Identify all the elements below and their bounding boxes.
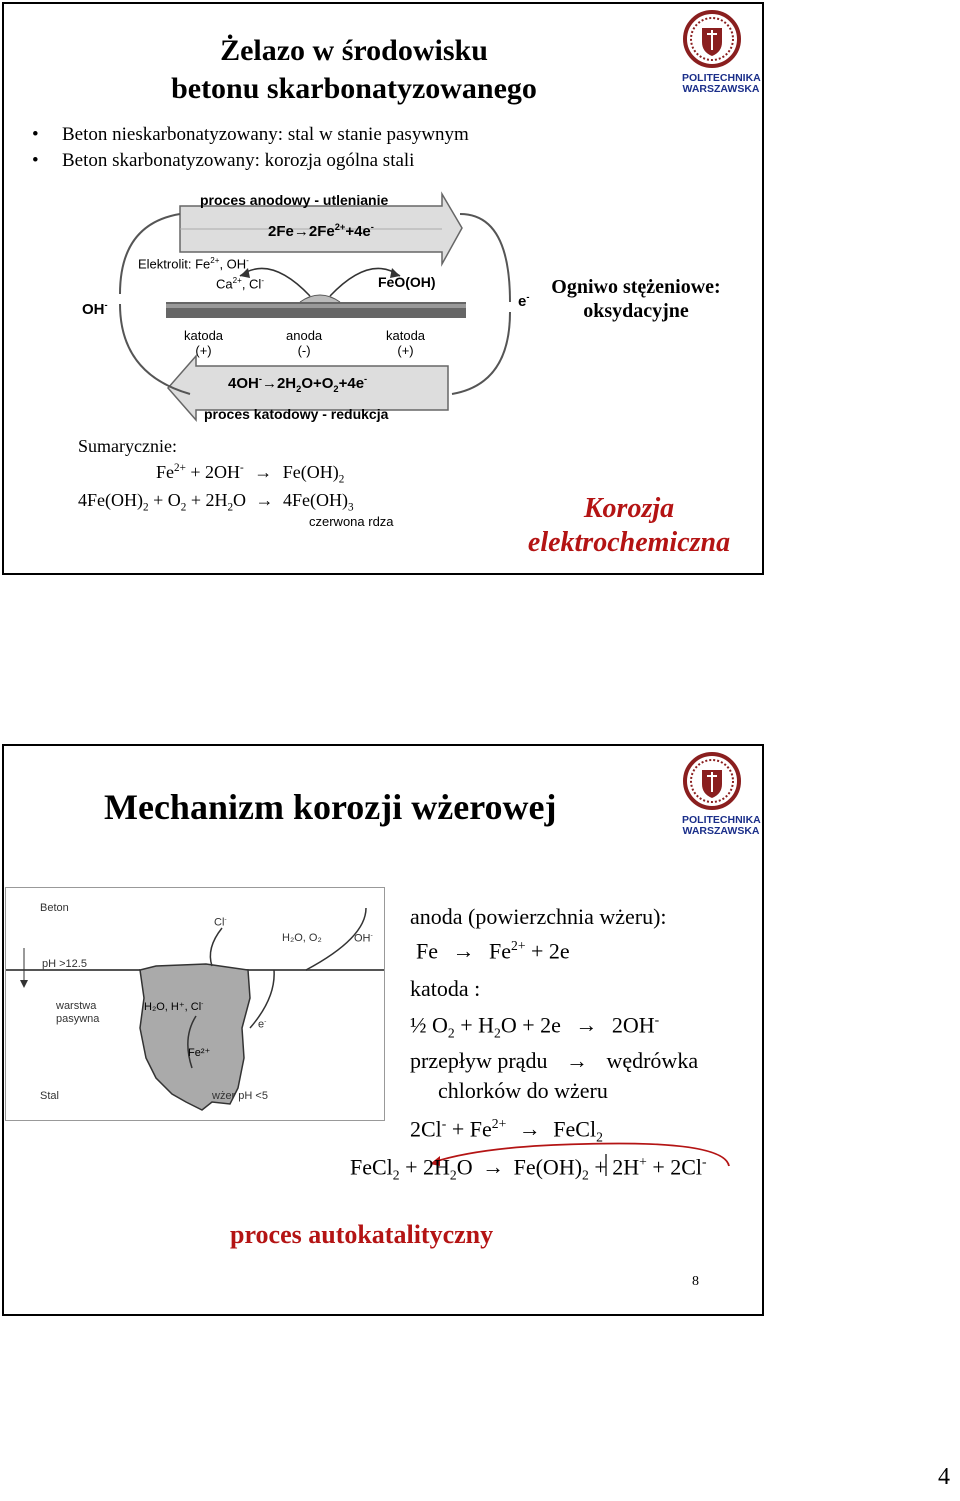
cathode-left-label: katoda (+) xyxy=(184,328,224,358)
passive-layer-label: warstwa pasywna xyxy=(56,1000,100,1025)
anodic-process-label: proces anodowy - utlenianie xyxy=(200,192,389,208)
bullet-list xyxy=(32,122,469,174)
logo-text-line1: POLITECHNIKA xyxy=(682,814,761,826)
corrosion-cell-diagram xyxy=(80,184,530,424)
electrochemical-corrosion-label: Korozja elektrochemiczna xyxy=(527,493,731,558)
cathode-right-label: katoda (+) xyxy=(386,328,426,358)
pit-ions-label: H₂O, H⁺, Cl- xyxy=(144,1000,204,1013)
summary-label: Sumarycznie: xyxy=(78,436,177,456)
electrolyte-label: Elektrolit: $Fe^{2+}$, OH- xyxy=(138,256,249,272)
anode-label: anoda (powierzchnia wżeru): xyxy=(410,904,667,929)
slide-title: Mechanizm korozji wżerowej xyxy=(104,787,557,827)
steel-label: Stal xyxy=(40,1090,59,1102)
slide-page-number: 8 xyxy=(692,1274,699,1289)
concrete-label: Beton xyxy=(40,902,69,914)
pitting-diagram xyxy=(5,887,385,1121)
reaction-arrow-icon: → xyxy=(575,1012,598,1038)
university-logo xyxy=(682,752,760,837)
logo-text-line2: WARSZAWSKA xyxy=(682,825,760,837)
cell-type-label: Ogniwo stężeniowe: oksydacyjne xyxy=(551,276,721,322)
iron-ion-label: Fe²⁺ xyxy=(188,1047,211,1059)
pit-ph-label: wżer pH <5 xyxy=(212,1090,268,1102)
logo-text-line2: WARSZAWSKA xyxy=(682,83,760,95)
electrolyte-ions-label: $Ca^{2+}$, Cl- xyxy=(216,276,264,292)
cathode-equation: ½ $O_2 + H_2O + 2e \to 2OH^-$ xyxy=(410,1012,660,1041)
reaction-arrow-icon: → xyxy=(255,490,274,510)
reaction-arrow-icon: → xyxy=(452,938,475,964)
chloride-equation: $2Cl^- + Fe^{2+}$ → FeCl$_2$ xyxy=(410,1116,603,1145)
reaction-arrow-icon: → xyxy=(254,462,273,482)
hydroxide-label: OH- xyxy=(354,932,373,945)
cathodic-equation: $4OH^-\to 2H_2O+O_2+4e^-$ xyxy=(228,374,368,394)
anode-label: anoda (-) xyxy=(286,328,323,358)
equation-1: $Fe^{2+} + 2OH^- \to Fe(OH)_2$ xyxy=(156,462,345,486)
slide-1 xyxy=(2,2,764,575)
current-flow-line: przepływ prądu → wędrówka xyxy=(410,1048,699,1073)
bullet-item: • Beton nieskarbonatyzowany: stal w stanie pasywnym xyxy=(32,124,469,145)
university-logo xyxy=(682,10,760,95)
ph-high-label: pH >12.5 xyxy=(42,958,87,970)
anode-equation: $Fe \to Fe^{2+} + 2e$ xyxy=(416,938,570,964)
equation-2: $4Fe(OH)_2 + O_2 + 2H_2O \to 4Fe(OH)_3$ xyxy=(78,490,354,514)
autocatalytic-process-label: proces autokatalityczny xyxy=(230,1220,494,1249)
reaction-arrow-icon: → xyxy=(565,1048,588,1073)
electron-label: e- xyxy=(518,292,530,310)
water-oxygen-label: H₂O, O₂ xyxy=(282,932,322,944)
bullet-item: • Beton skarbonatyzowany: korozja ogólna stali xyxy=(32,150,415,171)
logo-text-line1: POLITECHNIKA xyxy=(682,72,761,84)
electron-label: e- xyxy=(258,1018,267,1031)
page-number: 4 xyxy=(938,1464,950,1490)
reaction-arrow-icon: → xyxy=(482,1154,505,1180)
rust-label: czerwona rdza xyxy=(309,514,394,529)
slide-2 xyxy=(2,744,764,1316)
feooh-label: FeO(OH) xyxy=(378,274,436,290)
anodic-equation: $2Fe\to 2Fe^{2+}+4e^-$ xyxy=(268,222,374,240)
reaction-arrow-icon: → xyxy=(518,1116,541,1142)
hydroxide-ion-label: OH- xyxy=(82,300,108,318)
cathode-label: katoda : xyxy=(410,976,481,1001)
crest-emblem-icon xyxy=(682,10,742,68)
chloride-label: Cl- xyxy=(214,916,227,929)
hydrolysis-equation: FeCl$_2$ + $2H_2O \to Fe(OH)_2 + 2H^+ + 2Cl^-$ xyxy=(350,1154,707,1183)
crest-emblem-icon xyxy=(682,752,742,810)
cathodic-process-label: proces katodowy - redukcja xyxy=(204,406,389,422)
chloride-migration-line: chlorków do wżeru xyxy=(438,1078,608,1103)
slide-title: Żelazo w środowisku betonu skarbonatyzowanego xyxy=(171,34,537,105)
